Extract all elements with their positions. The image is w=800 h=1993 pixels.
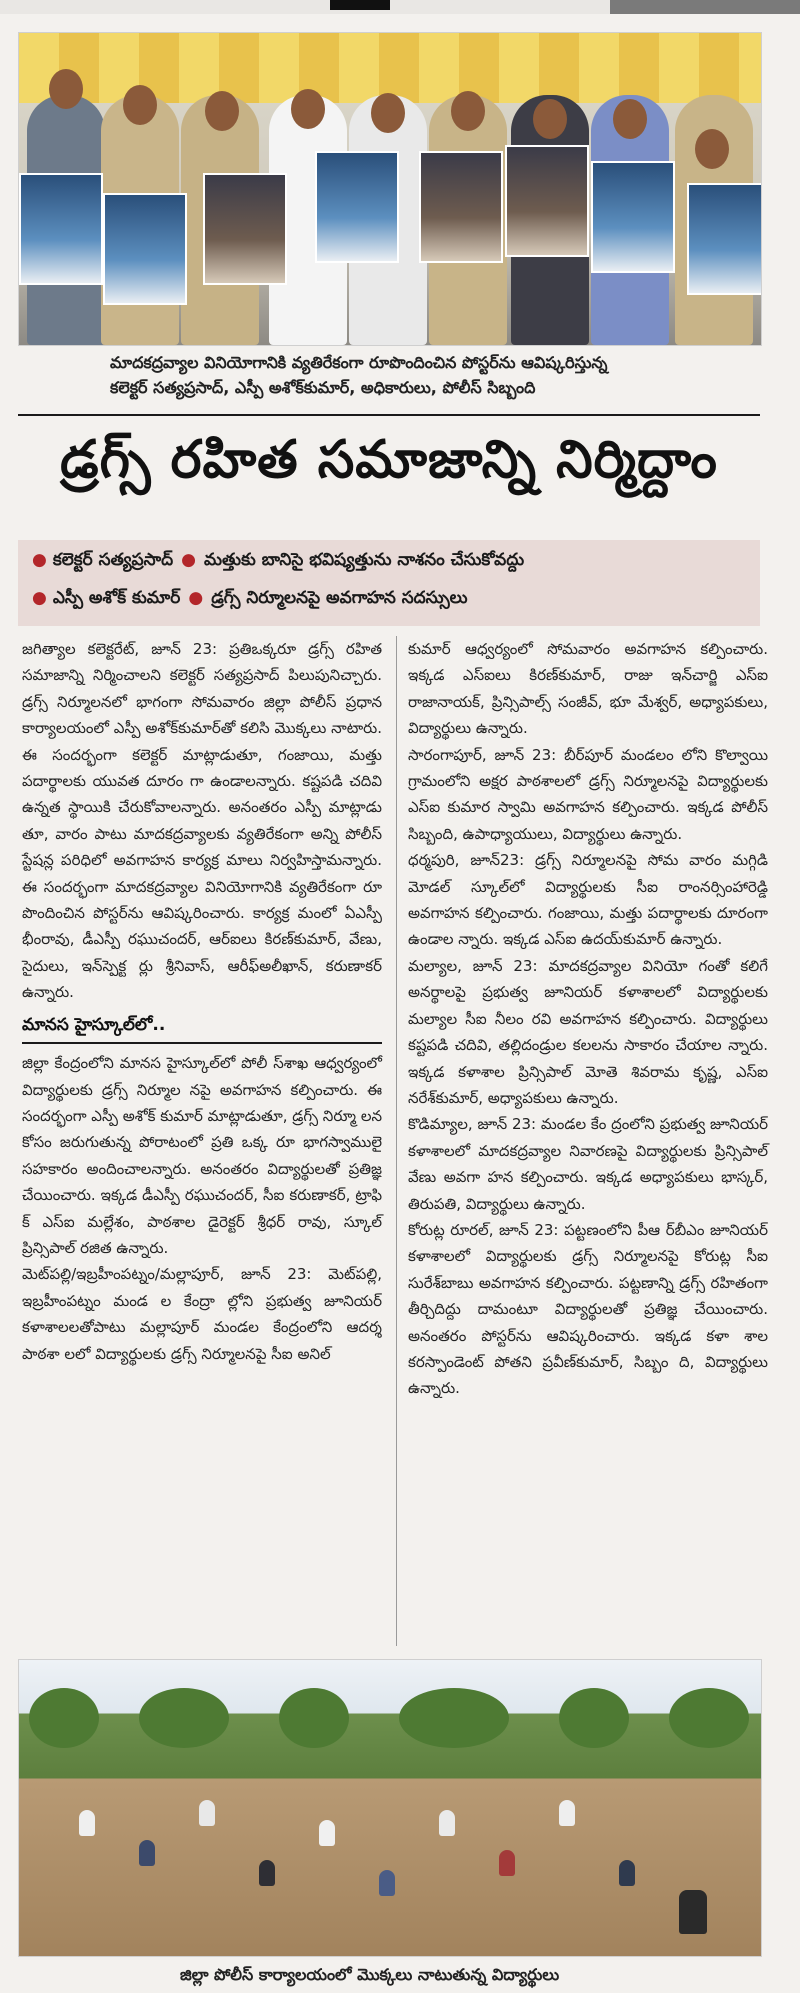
top-strip (0, 0, 800, 14)
planting-photo (18, 1659, 762, 1957)
person-head (291, 89, 325, 129)
top-strip-mark (330, 0, 390, 10)
tree (279, 1688, 349, 1748)
person-head (205, 91, 239, 131)
anti-drug-poster (203, 173, 287, 285)
article-paragraph: కుమార్ ఆధ్వర్యంలో సోమవారం అవగాహన కల్పించారు. ఇక్కడ ఎస్‌ఐలు కిరణ్‌కుమార్, రాజు ఇన్‌చార్జి ఎస్‌ఐ రాజానాయక్, ప్రిన్సిపాల్స్ సంజీవ్, భూ మేశ్వర్, అధ్యాపకులు, విద్యార్థులు ఉన్నారు. (408, 640, 768, 738)
person-head (49, 69, 83, 109)
anti-drug-poster (687, 183, 762, 295)
student (379, 1870, 395, 1896)
subhead-text: మత్తుకు బానిసై భవిష్యత్తును నాశనం చేసుకోవద్దు (203, 550, 525, 570)
article-paragraph: జగిత్యాల కలెక్టరేట్, జూన్ 23: ప్రతిఒక్కరూ డ్రగ్స్ రహిత సమాజాన్ని నిర్మించాలని కలెక్టర్ సత్యప్రసాద్ పిలుపునిచ్చారు. డ్రగ్స్ నిర్మూలనలో భాగంగా సోమవారం జిల్లా పోలీస్ ప్రధాన కార్యాలయంలో ఎస్పీ అశోక్‌కుమార్‌తో కలిసి మొక్కలు నాటారు. ఈ సందర్భంగా కలెక్టర్ మాట్లాడుతూ, గంజాయి, మత్తు పదార్థాలకు యువత దూరం గా ఉండాలన్నారు. కష్టపడి చదివి ఉన్నత స్థాయికి చేరుకోవాలన్నారు. అనంతరం ఎస్పీ మాట్లాడు తూ, వారం పాటు మాదకద్రవ్యాలకు వ్యతిరేకంగా అన్ని పోలీస్ స్టేషన్ల పరిధిలో అవగాహన కార్యక్ర మాలు నిర్వహిస్తామన్నారు. ఈ సందర్భంగా మాదకద్రవ్యాల వినియోగానికి వ్యతిరేకంగా రూ పొందించిన పోస్టర్‌ను ఆవిష్కరించారు. కార్యక్ర మంలో ఏఎస్పీ భీంరావు, డీఎస్పీ రఘుచందర్, ఆర్‌ఐలు కిరణ్‌కుమార్, వేణు, సైదులు, ఇన్‌స్పెక్ట ర్లు శ్రీనివాస్, ఆరీఫ్‌అలీఖాన్, కరుణాకర్ ఉన్నారు. (22, 640, 382, 1002)
person-head (613, 99, 647, 139)
subhead-line-1 (32, 550, 524, 574)
headline: డ్రగ్స్ రహిత సమాజాన్ని నిర్మిద్దాం (60, 430, 718, 490)
bullet-icon: ● (188, 588, 204, 608)
section-subhead: మానస హైస్కూల్‌లో.. (22, 1012, 382, 1044)
person-head (695, 129, 729, 169)
anti-drug-poster (19, 173, 103, 285)
article-paragraph: సారంగాపూర్, జూన్ 23: బీర్‌పూర్ మండలం లోని కొల్వాయి గ్రామంలోని అక్షర పాఠశాలలో డ్రగ్స్ నిర్మూలనపై విద్యార్థులకు ఎస్‌ఐ కుమార స్వామి అవగాహన కల్పించారు. ఇక్కడ పోలీస్ సిబ్బంది, ఉపాధ్యాయులు, విద్యార్థులు ఉన్నారు. (408, 745, 768, 843)
student (319, 1820, 335, 1846)
bullet-icon: ● (181, 550, 196, 570)
anti-drug-poster (103, 193, 187, 305)
person-head (371, 93, 405, 133)
top-strip-gray-band (610, 0, 800, 14)
student (259, 1860, 275, 1886)
top-photo-caption (110, 350, 790, 400)
person-head (123, 85, 157, 125)
bottom-photo-caption: జిల్లా పోలీస్ కార్యాలయంలో మొక్కలు నాటుతున్న విద్యార్థులు (180, 1965, 560, 1984)
anti-drug-poster (315, 151, 399, 263)
caption-line: మాదకద్రవ్యాల వినియోగానికి వ్యతిరేకంగా రూపొందించిన పోస్టర్‌ను ఆవిష్కరిస్తున్న (110, 353, 608, 372)
student (499, 1850, 515, 1876)
column-divider (396, 636, 397, 1646)
tree (669, 1688, 749, 1748)
student (559, 1800, 575, 1826)
person-head (533, 99, 567, 139)
tree (399, 1688, 509, 1748)
bullet-icon: ● (32, 550, 47, 570)
subhead-line-2 (32, 588, 468, 612)
article-paragraph: జిల్లా కేంద్రంలోని మానస హైస్కూల్‌లో పోలీ స్‌శాఖ ఆధ్వర్యంలో విద్యార్థులకు డ్రగ్స్ నిర్మూల నపై అవగాహన కల్పించారు. ఈ సందర్భంగా ఎస్పీ అశోక్ కుమార్ మాట్లాడుతూ, డ్రగ్స్ నిర్మూ లన కోసం జరుగుతున్న పోరాటంలో ప్రతి ఒక్క రూ భాగస్వాములై సహకారం అందించాలన్నారు. అనంతరం విద్యార్థులతో ప్రతిజ్ఞ చేయించారు. ఇక్కడ డీఎస్పీ రఘుచందర్, సీఐ కరుణాకర్, ట్రాఫి క్ ఎస్‌ఐ మల్లేశం, పాఠశాల డైరెక్టర్ శ్రీధర్ రావు, స్కూల్ ప్రిన్సిపాల్ రజిత ఉన్నారు. (22, 1054, 382, 1257)
article-paragraph: ధర్మపురి, జూన్23: డ్రగ్స్ నిర్మూలనపై సోమ వారం మగ్గిడి మోడల్ స్కూల్‌లో విద్యార్థులకు సీఐ రాంనర్సింహారెడ్డి అవగాహన కల్పించారు. గంజాయి, మత్తు పదార్థాలకు దూరంగా ఉండాల న్నారు. ఇక్కడ ఎస్‌ఐ ఉదయ్‌కుమార్ ఉన్నారు. (408, 851, 768, 949)
poster-launch-photo (18, 32, 762, 346)
person-head (451, 91, 485, 131)
article-paragraph: మెట్‌పల్లి/ఇబ్రహీంపట్నం/మల్లాపూర్, జూన్ 23: మెట్‌పల్లి, ఇబ్రహీంపట్నం మండ ల కేంద్రా ల్లోని ప్రభుత్వ జూనియర్ కళాశాలలతోపాటు మల్లాపూర్ మండల కేంద్రంలోని ఆదర్శ పాఠశా లలో విద్యార్థులకు డ్రగ్స్ నిర్మూలనపై సీఐ అనిల్ (22, 1265, 382, 1363)
anti-drug-poster (591, 161, 675, 273)
student (619, 1860, 635, 1886)
student (139, 1840, 155, 1866)
tree (559, 1688, 629, 1748)
subhead-text: ఎస్పీ అశోక్ కుమార్ (52, 588, 181, 608)
tree (29, 1688, 99, 1748)
student (439, 1810, 455, 1836)
article-paragraph: మల్యాల, జూన్ 23: మాదకద్రవ్యాల వినియో గంతో కలిగే అనర్థాలపై ప్రభుత్వ జూనియర్ కళాశాలలో విద్యార్థులకు మల్యాల సీఐ నీలం రవి అవగాహన కల్పించారు. విద్యార్థులు కష్టపడి చదివి, తల్లిదండ్రుల కలలను సాకారం చేయాల న్నారు. ఇక్కడ కళాశాల ప్రిన్సిపాల్ మోతె శివరామ కృష్ణ, ఎస్‌ఐ నరేశ్‌కుమార్, అధ్యాపకులు ఉన్నారు. (408, 956, 768, 1107)
anti-drug-poster (419, 151, 503, 263)
divider (18, 414, 760, 416)
subhead-text: డ్రగ్స్ నిర్మూలనపై అవగాహన సదస్సులు (211, 588, 468, 608)
student (679, 1890, 707, 1934)
article-paragraph: కొడిమ్యాల, జూన్ 23: మండల కేం ద్రంలోని ప్రభుత్వ జూనియర్ కళాశాలలో మాదకద్రవ్యాల నివారణపై విద్యార్థులకు ప్రిన్సిపాల్ వేణు అవగా హన కల్పించారు. ఇక్కడ అధ్యాపకులు భాస్కర్, తిరుపతి, విద్యార్థులు ఉన్నారు. (408, 1115, 768, 1213)
student (199, 1800, 215, 1826)
student (79, 1810, 95, 1836)
subhead-text: కలెక్టర్ సత్యప్రసాద్ (52, 550, 174, 570)
article-paragraph: కోరుట్ల రూరల్, జూన్ 23: పట్టణంలోని పీఆ ర్‌బీఎం జూనియర్ కళాశాలలో విద్యార్థులకు డ్రగ్స్ నిర్మూలనపై కోరుట్ల సీఐ సురేశ్‌బాబు అవగాహన కల్పించారు. పట్టణాన్ని డ్రగ్స్ రహితంగా తీర్చిదిద్దు దామంటూ విద్యార్థులతో ప్రతిజ్ఞ చేయించారు. అనంతరం పోస్టర్‌ను ఆవిష్కరించారు. ఇక్కడ కళా శాల కరస్పాండెంట్ పోతని ప్రవీణ్‌కుమార్, సిబ్బం ది, విద్యార్థులు ఉన్నారు. (408, 1220, 768, 1398)
anti-drug-poster (505, 145, 589, 257)
bullet-icon: ● (32, 588, 47, 608)
caption-line: కలెక్టర్ సత్యప్రసాద్, ఎస్పీ అశోక్‌కుమార్, అధికారులు, పోలీస్ సిబ్బంది (110, 378, 536, 397)
article-column-2 (408, 636, 768, 1402)
tree (139, 1688, 229, 1748)
article-column-1 (22, 636, 382, 1367)
subhead-box (18, 540, 760, 626)
